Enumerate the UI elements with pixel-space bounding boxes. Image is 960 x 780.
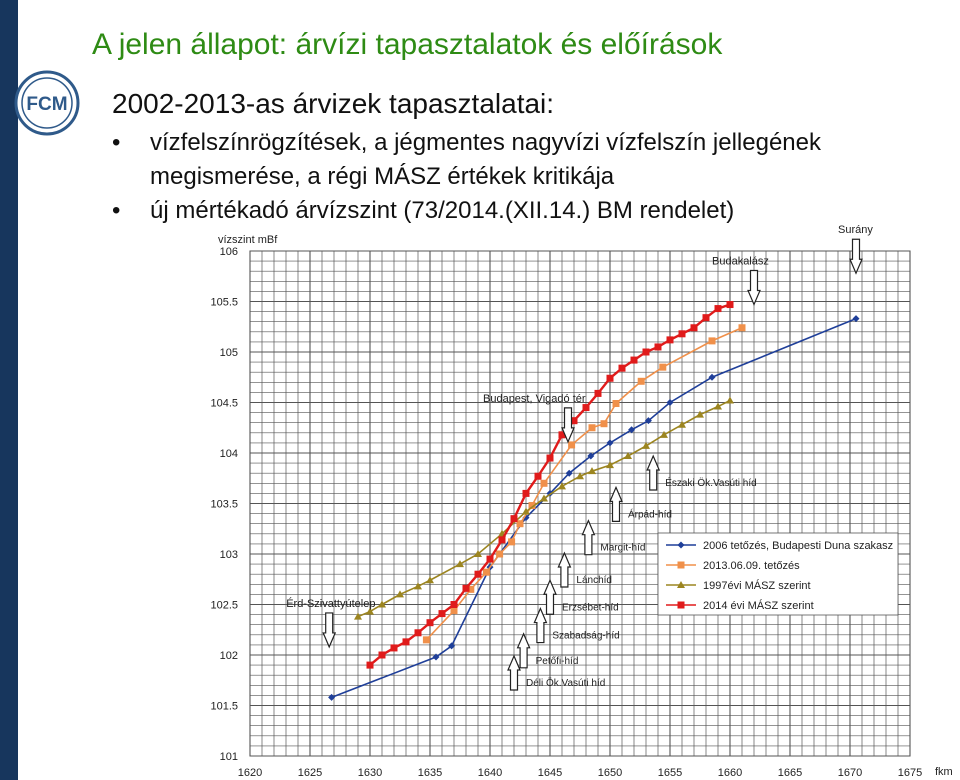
annotation-label: Margit-híd — [600, 542, 646, 554]
data-point — [379, 652, 386, 659]
data-point — [691, 324, 698, 331]
data-point — [595, 390, 602, 397]
data-point — [703, 314, 710, 321]
x-axis-label: fkm — [935, 766, 953, 778]
annotation-label: Szabadság-híd — [552, 630, 620, 642]
data-point — [613, 400, 620, 407]
data-point — [601, 420, 608, 427]
data-point — [679, 330, 686, 337]
annotation-label: Lánchíd — [576, 574, 612, 586]
slide-title: A jelen állapot: árvízi tapasztalatok és előírások — [92, 28, 723, 61]
data-point — [463, 585, 470, 592]
data-point — [727, 301, 734, 308]
annotation-label: Árpád-híd — [628, 509, 672, 521]
x-tick-label: 1670 — [837, 767, 863, 779]
data-point — [499, 536, 506, 543]
data-point — [619, 365, 626, 372]
data-point — [451, 601, 458, 608]
annotation-label: Déli Ök.Vasúti híd — [526, 678, 606, 690]
annotation-label: Erzsébet-híd — [562, 602, 619, 614]
data-point — [508, 538, 515, 545]
y-tick-label: 103.5 — [210, 498, 238, 511]
bullet-text-3: új mértékadó árvízszint (73/2014.(XII.14.) BM rendelet) — [150, 197, 735, 224]
y-tick-label: 105.5 — [210, 296, 238, 309]
x-tick-label: 1650 — [597, 767, 623, 779]
annotation-label: Érd-Szivattyútelep — [286, 597, 376, 610]
data-point — [583, 404, 590, 411]
legend-marker — [678, 562, 685, 569]
data-point — [535, 473, 542, 480]
y-axis-label: vízszint mBf — [218, 234, 278, 246]
data-point — [403, 638, 410, 645]
data-point — [367, 662, 374, 669]
bullet-marker: • — [112, 129, 121, 156]
y-tick-label: 102.5 — [210, 599, 238, 612]
data-point — [655, 343, 662, 350]
y-tick-label: 106 — [219, 246, 238, 258]
data-point — [547, 455, 554, 462]
data-point — [487, 556, 494, 563]
data-point — [415, 629, 422, 636]
y-tick-label: 104 — [219, 448, 238, 460]
logo-text: FCM — [26, 94, 68, 115]
bullet-marker: • — [112, 197, 121, 224]
y-tick-label: 102 — [219, 650, 238, 662]
bullet-text-1: vízfelszínrögzítések, a jégmentes nagyvízi vízfelszín jellegének — [150, 129, 821, 156]
data-point — [638, 378, 645, 385]
data-point — [541, 480, 548, 487]
y-tick-label: 103 — [219, 549, 238, 561]
data-point — [439, 610, 446, 617]
x-tick-label: 1620 — [237, 767, 263, 779]
data-point — [423, 636, 430, 643]
x-tick-label: 1660 — [717, 767, 743, 779]
annotation-label: Északi Ök.Vasúti híd — [665, 478, 757, 490]
x-tick-label: 1655 — [657, 767, 683, 779]
y-tick-label: 101.5 — [210, 700, 238, 713]
legend-label: 2014 évi MÁSZ szerint — [703, 600, 814, 612]
annotation-label: Budakalász — [712, 255, 769, 268]
x-tick-label: 1635 — [417, 767, 443, 779]
x-tick-label: 1625 — [297, 767, 323, 779]
data-point — [643, 349, 650, 356]
data-point — [589, 424, 596, 431]
x-tick-label: 1640 — [477, 767, 503, 779]
data-point — [517, 520, 524, 527]
y-tick-label: 105 — [219, 347, 238, 359]
x-tick-label: 1665 — [777, 767, 803, 779]
legend — [658, 533, 898, 615]
x-tick-label: 1675 — [897, 767, 923, 779]
slide-subtitle: 2002-2013-as árvizek tapasztalatai: — [112, 88, 555, 119]
data-point — [475, 571, 482, 578]
annotation-label: Surány — [838, 224, 873, 237]
data-point — [631, 357, 638, 364]
bullet-text-2: megismerése, a régi MÁSZ értékek kritikája — [150, 163, 615, 190]
data-point — [607, 375, 614, 382]
y-tick-label: 104.5 — [210, 397, 238, 410]
data-point — [391, 644, 398, 651]
data-point — [523, 490, 530, 497]
legend-marker — [678, 602, 685, 609]
x-tick-label: 1645 — [537, 767, 563, 779]
data-point — [483, 569, 490, 576]
legend-label: 2013.06.09. tetőzés — [703, 560, 800, 572]
data-point — [709, 337, 716, 344]
legend-label: 1997évi MÁSZ szerint — [703, 580, 811, 592]
annotation-label: Petőfi-híd — [535, 655, 579, 667]
data-point — [659, 364, 666, 371]
data-point — [667, 336, 674, 343]
data-point — [715, 305, 722, 312]
data-point — [451, 607, 458, 614]
y-tick-label: 101 — [219, 751, 238, 763]
legend-label: 2006 tetőzés, Budapesti Duna szakasz — [703, 540, 894, 552]
x-tick-label: 1630 — [357, 767, 383, 779]
data-point — [496, 551, 503, 558]
data-point — [568, 441, 575, 448]
data-point — [739, 324, 746, 331]
annotation-label: Budapest, Vigadó tér — [483, 392, 586, 405]
data-point — [511, 515, 518, 522]
data-point — [427, 619, 434, 626]
